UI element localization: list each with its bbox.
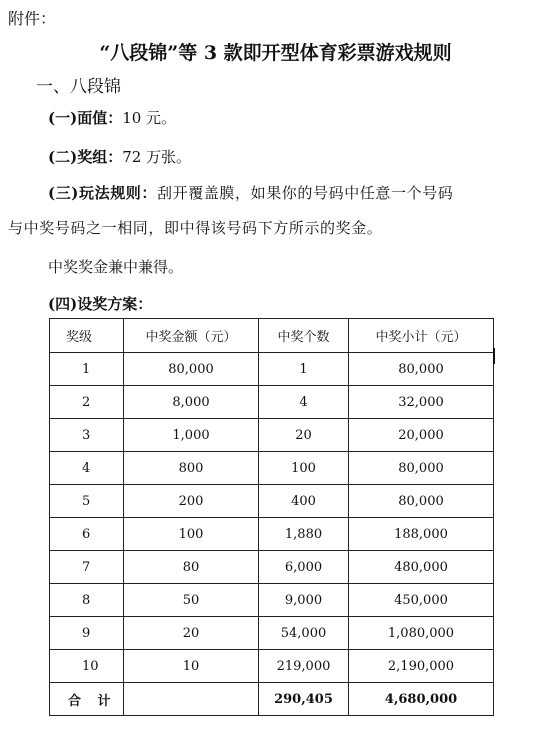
- document-title: “八段锦”等 3 款即开型体育彩票游戏规则: [99, 42, 452, 64]
- table-row: [50, 386, 494, 419]
- cell-subtotal: 450,000: [349, 584, 494, 617]
- cell-level: 10: [50, 650, 124, 683]
- face-value-text: 10 元。: [122, 109, 177, 127]
- header-winner-count: 中奖个数: [259, 319, 349, 353]
- cell-level: 3: [50, 419, 124, 452]
- cell-count: 219,000: [259, 650, 349, 683]
- table-row: [50, 485, 494, 518]
- cell-level: 9: [50, 617, 124, 650]
- text-cursor: [493, 348, 495, 364]
- cell-subtotal: 80,000: [349, 485, 494, 518]
- prize-table: [49, 318, 494, 716]
- batch-label: (二)奖组：: [48, 148, 123, 166]
- cell-level: 1: [50, 353, 124, 386]
- cell-amount: 80,000: [124, 353, 259, 386]
- cell-level: 4: [50, 452, 124, 485]
- cell-count: 1,880: [259, 518, 349, 551]
- table-total-row: [50, 683, 494, 716]
- total-label: 合 计: [50, 683, 124, 716]
- table-row: [50, 452, 494, 485]
- cell-amount: 50: [124, 584, 259, 617]
- rules-label: (三)玩法规则：: [48, 184, 157, 202]
- cell-subtotal: 80,000: [349, 353, 494, 386]
- cell-level: 5: [50, 485, 124, 518]
- batch-text: 72 万张。: [122, 148, 192, 166]
- cell-count: 1: [259, 353, 349, 386]
- table-row: [50, 551, 494, 584]
- section-heading: 一、八段锦: [36, 77, 121, 97]
- cell-amount: 8,000: [124, 386, 259, 419]
- face-value-line: [48, 107, 176, 128]
- cell-subtotal: 1,080,000: [349, 617, 494, 650]
- cell-subtotal: 480,000: [349, 551, 494, 584]
- rules-line: [48, 182, 453, 203]
- rules-text-line3: 中奖奖金兼中兼得。: [48, 258, 184, 276]
- cell-amount: 200: [124, 485, 259, 518]
- total-amount-empty: [124, 683, 259, 716]
- table-row: [50, 353, 494, 386]
- cell-amount: 1,000: [124, 419, 259, 452]
- table-row: [50, 617, 494, 650]
- cell-amount: 80: [124, 551, 259, 584]
- batch-line: [48, 146, 191, 167]
- cell-count: 4: [259, 386, 349, 419]
- cell-subtotal: 20,000: [349, 419, 494, 452]
- table-row: [50, 650, 494, 683]
- cell-amount: 10: [124, 650, 259, 683]
- table-row: [50, 584, 494, 617]
- cell-subtotal: 2,190,000: [349, 650, 494, 683]
- cell-level: 8: [50, 584, 124, 617]
- cell-count: 100: [259, 452, 349, 485]
- cell-level: 7: [50, 551, 124, 584]
- header-prize-level: 奖级: [50, 319, 124, 353]
- cell-count: 54,000: [259, 617, 349, 650]
- cell-count: 9,000: [259, 584, 349, 617]
- cell-count: 20: [259, 419, 349, 452]
- header-subtotal: 中奖小计（元）: [349, 319, 494, 353]
- rules-text-line1: 刮开覆盖膜，如果你的号码中任意一个号码: [157, 184, 454, 202]
- rules-text-line2: 与中奖号码之一相同，即中得该号码下方所示的奖金。: [8, 219, 383, 237]
- cell-amount: 20: [124, 617, 259, 650]
- cell-count: 400: [259, 485, 349, 518]
- prize-plan-line: [48, 293, 152, 314]
- cell-amount: 800: [124, 452, 259, 485]
- cell-subtotal: 80,000: [349, 452, 494, 485]
- table-row: [50, 518, 494, 551]
- prize-plan-label: (四)设奖方案：: [48, 295, 153, 313]
- cell-subtotal: 32,000: [349, 386, 494, 419]
- face-value-label: (一)面值：: [48, 109, 123, 127]
- cell-count: 6,000: [259, 551, 349, 584]
- table-row: [50, 419, 494, 452]
- header-prize-amount: 中奖金额（元）: [124, 319, 259, 353]
- table-header-row: [50, 319, 494, 353]
- cell-amount: 100: [124, 518, 259, 551]
- cell-level: 2: [50, 386, 124, 419]
- total-subtotal: 4,680,000: [349, 683, 494, 716]
- cell-level: 6: [50, 518, 124, 551]
- total-count: 290,405: [259, 683, 349, 716]
- cell-subtotal: 188,000: [349, 518, 494, 551]
- attachment-label: 附件：: [8, 9, 57, 28]
